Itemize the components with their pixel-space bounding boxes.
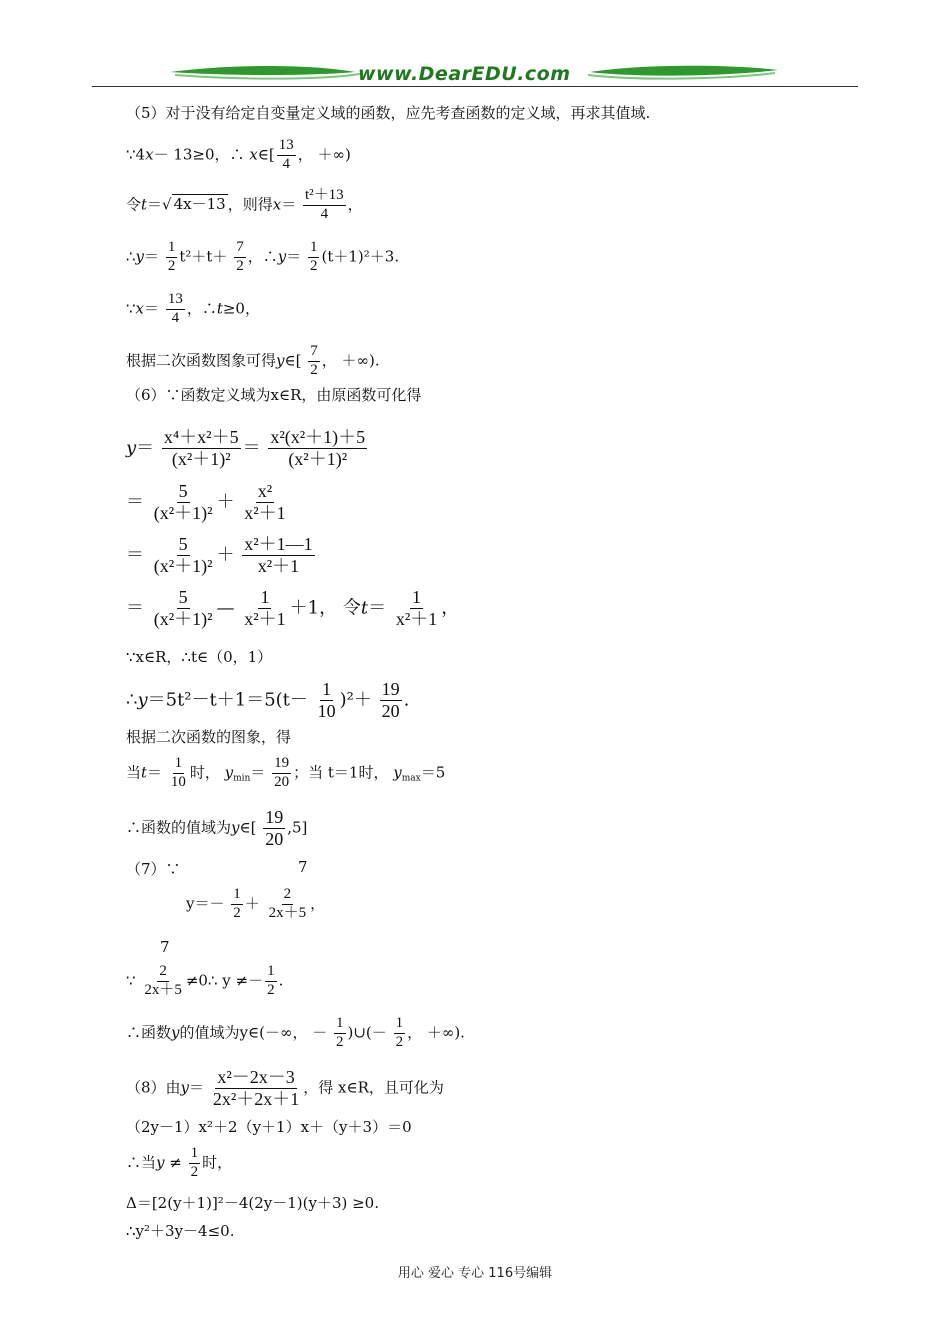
math-line: y＝ $\frac{\text{x⁴＋x²＋5}}{\text{(x²＋1)²}}$ ＝ $\frac{\text{x²(x²＋1)＋5}}{\text{(x²＋1)²}}$	[126, 427, 366, 469]
math-line: Δ＝[2(y＋1)]²－4(2y－1)(y＋3) ≥0.	[126, 1194, 379, 1212]
math-line: （8）由y＝ $\frac{\text{x²－2x－3}}{\text{2x²＋2x＋1}}$ ，得 x∈R，且可化为	[126, 1067, 444, 1109]
fraction: $\frac{13}{4}$	[167, 291, 183, 326]
fraction: $\frac{\text{x²－2x－3}}{\text{2x²＋2x＋1}}$	[212, 1067, 300, 1109]
text-line: （2y－1）x²＋2（y＋1）x＋（y＋3）＝0	[126, 1118, 412, 1136]
math-line: ∴函数y的值域为y∈(－∞， － $\frac{1}{2}$ )∪(－ $\frac{1}{2}$ ， ＋∞).	[126, 1015, 465, 1050]
fraction: $\frac{13}{4}$	[278, 137, 294, 172]
fraction: $\frac{2}{2x+5}$	[268, 886, 307, 921]
math-line: y＝－ $\frac{1}{2}$ ＋ $\frac{2}{2x+5}$ ，	[186, 886, 326, 921]
math-line: ∴y＝5t²－t＋1＝5(t－ $\frac{1}{10}$ )²＋ $\frac{19}{20}$ .	[126, 679, 410, 721]
stacked-numerator: 7	[298, 858, 308, 876]
fraction: $\frac{\text{x²}}{\text{x²＋1}}$	[244, 481, 286, 523]
math-line: （7）∵	[126, 860, 181, 878]
fraction: $\frac{1}{2}$	[336, 1015, 344, 1050]
fraction: $\frac{5}{\text{(x²＋1)²}}$	[153, 481, 213, 523]
math-line: 令t＝√ 4x－13 ，则得x＝ $\frac{\text{t²＋13}}{4}$ ，	[126, 187, 363, 222]
fraction: $\frac{7}{2}$	[310, 343, 318, 378]
math-line: ∴当y ≠ $\frac{1}{2}$ 时，	[126, 1145, 233, 1180]
math-line: ＝ $\frac{5}{\text{(x²＋1)²}}$ ＋ $\frac{\text{x²＋1—1}}{\text{x²＋1}}$	[126, 534, 313, 576]
fraction: $\frac{1}{2}$	[233, 886, 241, 921]
fraction: $\frac{7}{2}$	[236, 239, 244, 274]
math-line: 根据二次函数图象可得y∈[ $\frac{7}{2}$ ， ＋∞).	[126, 343, 380, 378]
stacked-numerator: 7	[160, 938, 170, 956]
fraction: $\frac{19}{20}$	[381, 679, 400, 721]
fraction: $\frac{1}{2}$	[190, 1145, 199, 1180]
fraction: $\frac{1}{2}$	[395, 1015, 404, 1050]
fraction: $\frac{5}{\text{(x²＋1)²}}$	[153, 534, 213, 576]
fraction: $\frac{\text{x²(x²＋1)＋5}}{\text{(x²＋1)²}}$	[270, 427, 366, 469]
fraction: $\frac{\text{x⁴＋x²＋5}}{\text{(x²＋1)²}}$	[163, 427, 239, 469]
fraction: $\frac{1}{2}$	[309, 239, 318, 274]
math-line: ∵ $\frac{2}{2x+5}$ ≠0∴ y ≠－ $\frac{1}{2}$ .	[126, 963, 284, 998]
text-line: ∵x∈R，∴t∈（0，1）	[126, 648, 273, 666]
fraction: $\frac{1}{\text{x²＋1}}$	[395, 587, 438, 629]
fraction: $\frac{19}{20}$	[274, 755, 290, 790]
math-line: ∴函数的值域为y∈[ $\frac{19}{20}$ ,5]	[126, 807, 308, 849]
math-line: 当t＝ $\frac{1}{10}$ 时， $y_{min}=$ $\frac{19}{20}$ ；当 t＝1时， $y_{max}=5$	[126, 755, 446, 790]
math-line: ∵x＝ $\frac{13}{4}$ ，∴t≥0，	[126, 291, 260, 326]
fraction: $\frac{1}{10}$	[317, 679, 336, 721]
header-divider	[92, 86, 858, 87]
fraction: $\frac{19}{20}$	[265, 807, 284, 849]
fraction: $\frac{\text{t²＋13}}{4}$	[304, 187, 344, 222]
math-line: ∴y＝ $\frac{1}{2}$ t²＋t＋ $\frac{7}{2}$ ，∴y＝ $\frac{1}{2}$ (t＋1)²＋3.	[126, 239, 400, 274]
fraction: $\frac{5}{\text{(x²＋1)²}}$	[153, 587, 213, 629]
fraction: $\frac{1}{2}$	[167, 239, 176, 274]
fraction: $\frac{2}{2x+5}$	[144, 963, 182, 998]
math-line: ∵4x－ 13≥0，∴ x∈[ $\frac{13}{4}$ ， ＋∞)	[126, 137, 351, 172]
fraction: $\frac{\text{x²＋1—1}}{\text{x²＋1}}$	[244, 534, 313, 576]
fraction: $\frac{1}{2}$	[267, 963, 275, 998]
header-logo-text[interactable]: www.DearEDU.com	[358, 63, 571, 85]
math-line: ＝ $\frac{5}{\text{(x²＋1)²}}$ ＋ $\frac{\text{x²}}{\text{x²＋1}}$	[126, 481, 286, 523]
text-line: （5）对于没有给定自变量定义域的函数，应先考查函数的定义域，再求其值域.	[126, 104, 651, 122]
page-footer: 用心 爱心 专心 116号编辑	[397, 1266, 553, 1281]
fraction: $\frac{1}{10}$	[170, 755, 186, 790]
text-line: ∴y²＋3y－4≤0.	[126, 1222, 235, 1240]
text-line: （6）∵函数定义域为x∈R，由原函数可化得	[126, 386, 422, 404]
math-line: ＝ $\frac{5}{\text{(x²＋1)²}}$ — $\frac{1}{\text{x²＋1}}$ ＋1， 令t＝ $\frac{1}{\text{x²＋1}}$ ，	[126, 587, 460, 629]
fraction: $\frac{1}{\text{x²＋1}}$	[244, 587, 286, 629]
text-line: 根据二次函数的图象，得	[126, 728, 292, 746]
